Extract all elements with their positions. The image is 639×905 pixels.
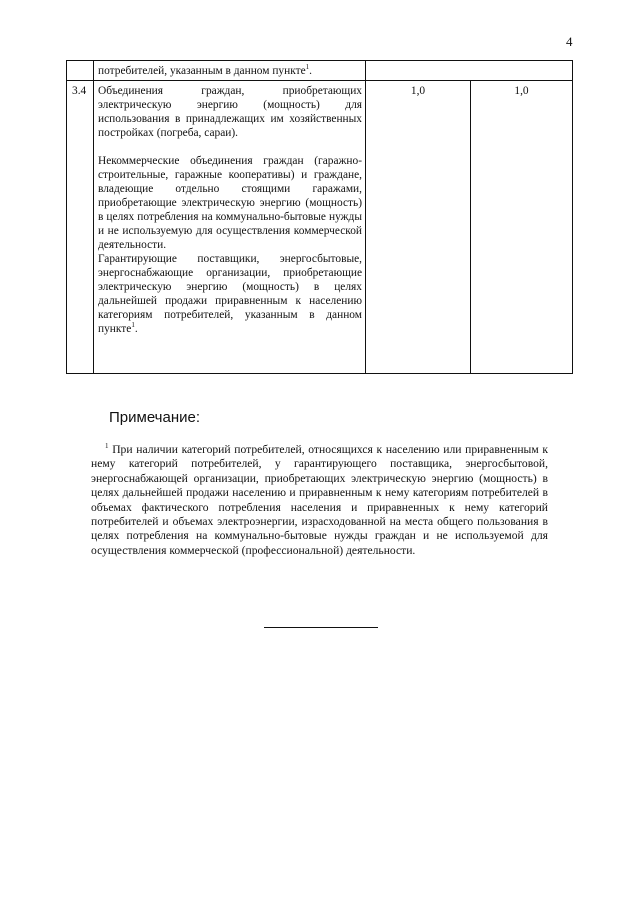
table-line bbox=[572, 60, 573, 374]
table-line bbox=[66, 60, 67, 374]
footnote-text: При наличии категорий потребителей, относящихся к населению или приравненным к нему категорий потребителей, у гарантирующего поставщика, энергосбытовой, энергоснабжающей организации, приобретающих электрическую энергию (мощность) в целях дальнейшей продажи населению и приравненным к нему категориям потребителей в объемах фактического потребления населения и приравненных к нему категорий потребителей и объемах электроэнергии, израсходованной на места общего пользования в целях потребления на коммунально-бытовые нужды граждан и не используемой для осуществления коммерческой (профессиональной) деятельности. bbox=[91, 443, 548, 557]
footnote bbox=[91, 443, 548, 558]
row-number: 3.4 bbox=[72, 85, 87, 97]
tariff-table bbox=[66, 60, 573, 374]
table-line bbox=[470, 80, 471, 374]
table-line bbox=[66, 80, 573, 81]
table-line bbox=[66, 60, 573, 61]
row-value-2: 1,0 bbox=[514, 85, 529, 97]
description-paragraph-1: Объединения граждан, приобретающих электрическую энергию (мощность) для использования в принадлежащих им хозяйственных постройках (погреба, сараи). bbox=[98, 85, 362, 139]
footnote-ref: 1 bbox=[131, 321, 135, 330]
row-value-1: 1,0 bbox=[410, 85, 426, 97]
table-row-continuation: потребителей, указанным в данном пункте$^1$. bbox=[98, 63, 312, 77]
page-number: 4 bbox=[566, 34, 573, 49]
row-description bbox=[98, 84, 362, 336]
table-line bbox=[93, 60, 94, 374]
continuation-text: потребителей, указанным в данном пункте bbox=[98, 65, 306, 77]
description-paragraph-3: Гарантирующие поставщики, энергосбытовые, энергоснабжающие организации, приобретающие электрическую энергию (мощность) в целях дальнейшей продажи приравненным к населению категориям потребителей, указанным в данном пункте$^1$. bbox=[98, 253, 362, 335]
footnote-marker: 1 bbox=[105, 442, 109, 451]
end-separator-line bbox=[264, 627, 378, 628]
table-line bbox=[365, 60, 366, 374]
note-title: Примечание: bbox=[109, 409, 200, 426]
table-line bbox=[66, 373, 573, 374]
description-paragraph-2: Некоммерческие объединения граждан (гаражно-строительные, гаражные кооперативы) и граждане, владеющие отдельно стоящими гаражами, приобретающие электрическую энергию (мощность) в целях потребления на коммунально-бытовые нужды и не используемую для осуществления коммерческой деятельности. bbox=[98, 155, 362, 251]
footnote-ref: 1 bbox=[305, 63, 310, 72]
